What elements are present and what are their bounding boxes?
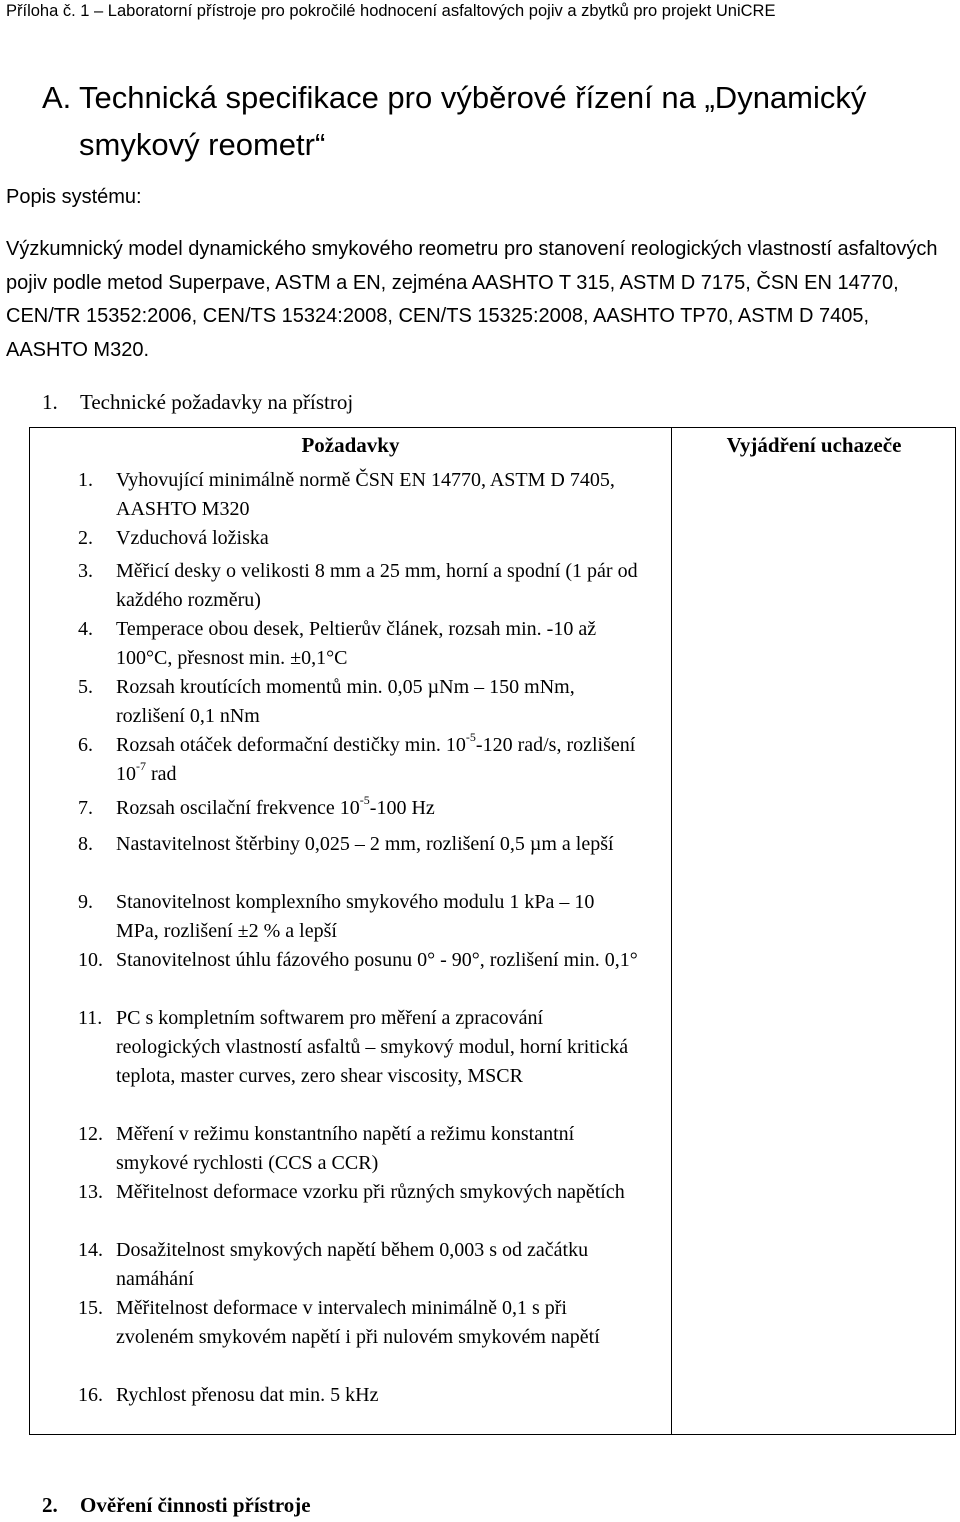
section-1-heading <box>42 388 353 416</box>
requirement-item: 14. Dosažitelnost smykových napětí během 0,003 s od začátku namáhání <box>78 1239 589 1290</box>
requirement-item: 4. Temperace obou desek, Peltierův článek, rozsah min. -10 až 100°C, přesnost min. ±0,1°C <box>78 618 597 669</box>
document-title <box>42 74 942 168</box>
attachment-header: Příloha č. 1 – Laboratorní přístroje pro pokročilé hodnocení asfaltových pojiv a zbytků pro projekt UniCRE <box>6 2 776 20</box>
requirements-list <box>78 466 638 1411</box>
system-description-text: Výzkumnický model dynamického smykového reometru pro stanovení reologických vlastností asfaltových pojiv podle metod Superpave, ASTM a EN, zejména AASHTO T 315, ASTM D 7175, ČSN EN 14770, CEN/TR 15352:2006, CEN/TS 15324:2008, CEN/TS 15325:2008, AASHTO TP70, ASTM D 7405, AASHTO M320. <box>6 238 938 361</box>
requirement-item: 12. Měření v režimu konstantního napětí a režimu konstantní smykové rychlosti (CCS a CCR) <box>78 1123 575 1174</box>
requirement-item: 3. Měřicí desky o velikosti 8 mm a 25 mm, horní a spodní (1 pár od každého rozměru) <box>78 560 638 611</box>
section-2-title: Ověření činnosti přístroje <box>80 1493 311 1517</box>
requirement-item: 2. Vzduchová ložiska <box>78 527 269 549</box>
section-1-number: 1. <box>42 390 58 414</box>
system-description-label: Popis systému: <box>6 186 142 208</box>
requirement-item: 7. Rozsah oscilační frekvence $10^{-5}-100$ Hz <box>78 793 435 819</box>
requirement-item: 8. Nastavitelnost štěrbiny 0,025 – 2 mm, rozlišení 0,5 µm a lepší <box>78 833 614 855</box>
section-1-title: Technické požadavky na přístroj <box>80 390 354 414</box>
requirement-item: 11. PC s kompletním softwarem pro měření a zpracování reologických vlastností asfaltů – smykový modul, horní kritická teplota, master curves, zero shear viscosity, MSCR <box>78 1007 629 1087</box>
requirement-item: 5. Rozsah kroutících momentů min. 0,05 µNm – 150 mNm, rozlišení 0,1 nNm <box>78 676 575 727</box>
requirement-item: 15. Měřitelnost deformace v intervalech minimálně 0,1 s při zvoleném smykovém napětí i při nulovém smykovém napětí <box>78 1297 600 1348</box>
requirements-column-header: Požadavky <box>301 433 400 457</box>
section-2-number: 2. <box>42 1493 58 1517</box>
section-2-heading <box>42 1491 311 1519</box>
requirement-item: 16. Rychlost přenosu dat min. 5 kHz <box>78 1384 379 1406</box>
requirements-table <box>29 427 956 1435</box>
column-divider <box>671 428 672 1434</box>
title-text: Technická specifikace pro výběrové řízení na „Dynamický smykový reometr“ <box>79 80 867 162</box>
requirement-item: 6. Rozsah otáček deformační destičky min. $10^{-5}-120$ rad/s, rozlišení $10^{-7}$ rad <box>78 730 636 785</box>
requirement-item: 13. Měřitelnost deformace vzorku při různých smykových napětích <box>78 1181 625 1203</box>
requirement-item: 9. Stanovitelnost komplexního smykového modulu 1 kPa – 10 MPa, rozlišení ±2 % a lepší <box>78 891 595 942</box>
requirement-item: 1. Vyhovující minimálně normě ČSN EN 14770, ASTM D 7405, AASHTO M320 <box>78 469 615 520</box>
requirement-item: 10. Stanovitelnost úhlu fázového posunu 0° - 90°, rozlišení min. 0,1° <box>78 949 638 971</box>
response-column-header: Vyjádření uchazeče <box>726 433 902 457</box>
title-number: A. <box>42 80 72 115</box>
